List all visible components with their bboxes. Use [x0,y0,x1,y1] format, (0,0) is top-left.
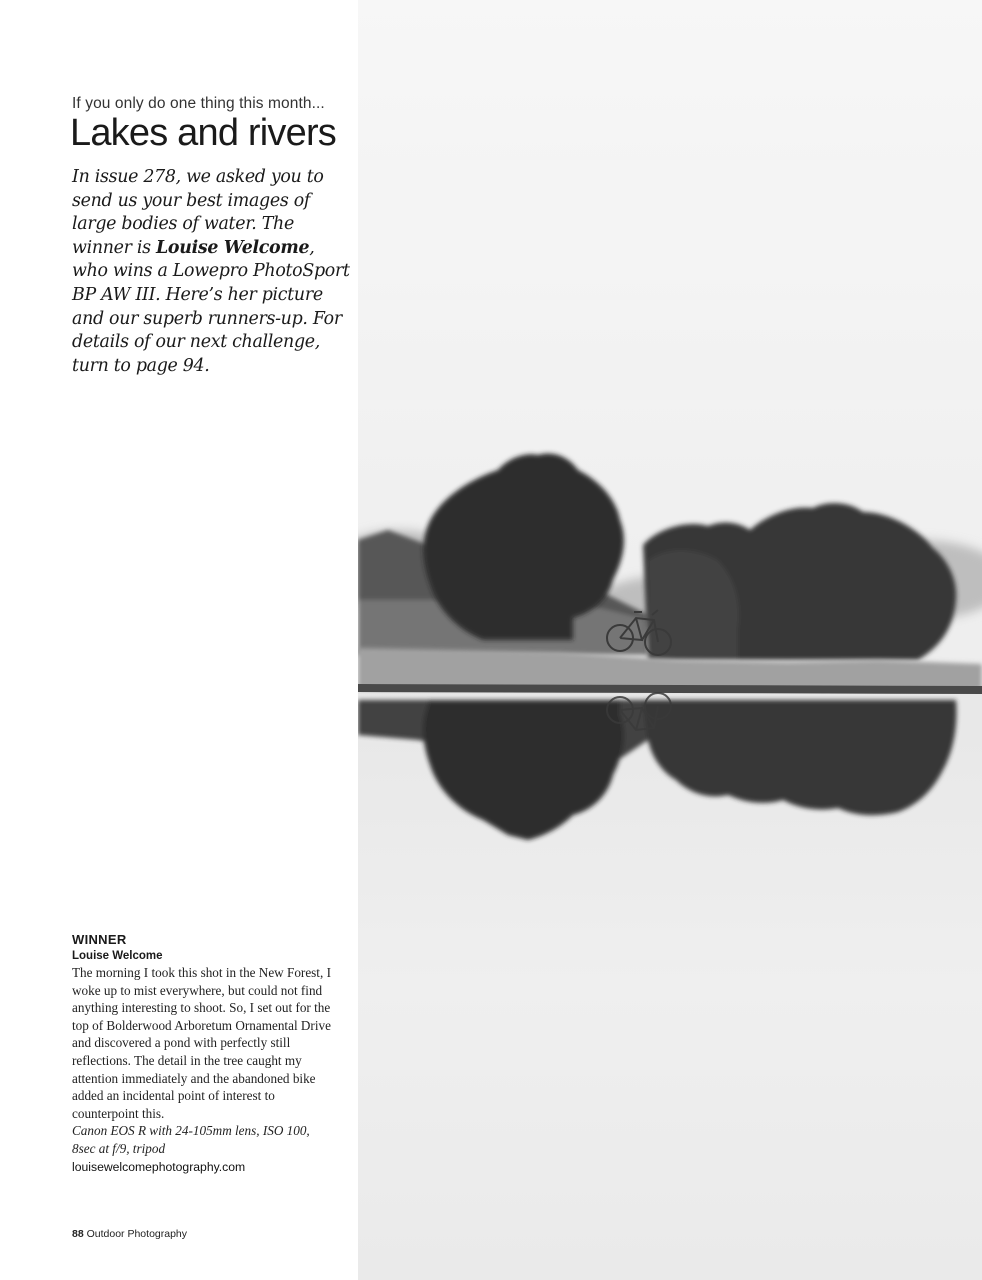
kicker: If you only do one thing this month... [72,95,325,112]
standfirst-text-end: , who wins a Lowepro PhotoSport BP AW III. Here’s her picture and our superb runners-up. For details of our next challenge, turn to page 94. [72,237,350,376]
standfirst [72,166,352,378]
caption-photographer-name: Louise Welcome [72,950,163,962]
page-number: 88 [72,1228,84,1240]
standfirst-text-start: In issue 278, we asked you to send us your best images of large bodies of water. The winner is [72,167,324,258]
standfirst-winner-name: Louise Welcome [156,237,310,258]
caption-camera-details: Canon EOS R with 24-105mm lens, ISO 100, 8sec at f/9, tripod [72,1123,310,1156]
winner-photo [358,0,982,1280]
caption-label: WINNER [72,932,127,947]
winner-caption [72,932,332,1174]
text-column [0,0,358,1280]
page-title: Lakes and rivers [70,112,337,154]
publication-name: Outdoor Photography [86,1228,188,1240]
caption-body: The morning I took this shot in the New Forest, I woke up to mist everywhere, but could not find anything interesting to shoot. So, I set out for the top of Bolderwood Arboretum Ornamental Drive and discovered a pond with perfectly still reflections. The detail in the tree caught my attention immediately and the abandoned bike added an incidental point of interest to counterpoint this. [72,965,331,1121]
folio [72,1228,187,1240]
caption-website-link[interactable]: louisewelcomephotography.com [72,1159,246,1174]
